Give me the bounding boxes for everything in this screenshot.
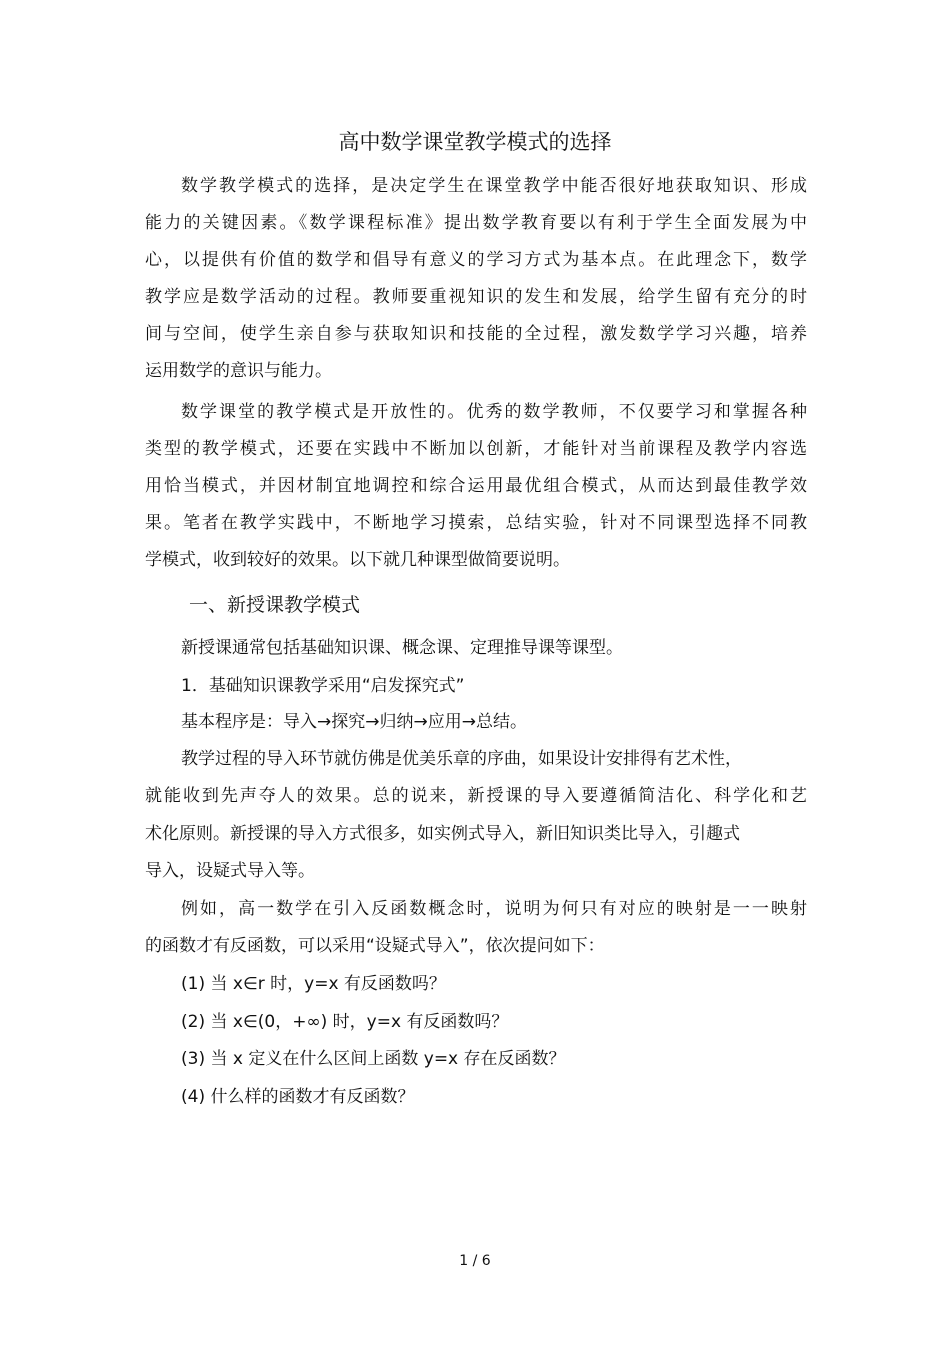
paragraph-line: 教学过程的导入环节就仿佛是优美乐章的序曲，如果设计安排得有艺术性， — [181, 749, 742, 769]
paragraph-line: 数学课堂的教学模式是开放性的。优秀的数学教师，不仅要学习和掌握各种 — [181, 402, 807, 422]
paragraph-line: 间与空间，使学生亲自参与获取知识和技能的全过程，激发数学学习兴趣，培养 — [145, 324, 807, 344]
paragraph-line: 用恰当模式，并因材制宜地调控和综合运用最优组合模式，从而达到最佳教学效 — [145, 476, 807, 496]
paragraph-line: 基本程序是：导入→探究→归纳→应用→总结。 — [181, 712, 527, 732]
paragraph-line: 类型的教学模式，还要在实践中不断加以创新，才能针对当前课程及教学内容选 — [145, 439, 807, 459]
paragraph-line: 能力的关键因素。《数学课程标准》提出数学教育要以有利于学生全面发展为中 — [145, 213, 807, 233]
paragraph-line: 例如，高一数学在引入反函数概念时，说明为何只有对应的映射是一一映射 — [181, 899, 807, 919]
paragraph-line: 术化原则。新授课的导入方式很多，如实例式导入，新旧知识类比导入，引趣式 — [145, 824, 740, 844]
subheading-line: 1．基础知识课教学采用“启发探究式” — [181, 676, 465, 696]
paragraph-line: 心，以提供有价值的数学和倡导有意义的学习方式为基本点。在此理念下，数学 — [145, 250, 807, 270]
paragraph-line: 果。笔者在教学实践中，不断地学习摸索，总结实验，针对不同课型选择不同教 — [145, 513, 807, 533]
document-title: 高中数学课堂教学模式的选择 — [338, 130, 612, 154]
question-line: (4) 什么样的函数才有反函数？ — [181, 1087, 415, 1107]
page-number: 1 / 6 — [459, 1253, 491, 1269]
paragraph-line: 数学教学模式的选择，是决定学生在课堂教学中能否很好地获取知识、形成 — [181, 176, 807, 196]
paragraph-line: 学模式，收到较好的效果。以下就几种课型做简要说明。 — [145, 550, 570, 570]
paragraph-line: 教学应是数学活动的过程。教师要重视知识的发生和发展，给学生留有充分的时 — [145, 287, 807, 307]
question-line: (1) 当 x∈r 时，y=x 有反函数吗？ — [181, 974, 446, 994]
paragraph-line: 新授课通常包括基础知识课、概念课、定理推导课等课型。 — [181, 638, 623, 658]
question-line: (2) 当 x∈(0，+∞) 时，y=x 有反函数吗？ — [181, 1012, 509, 1032]
paragraph-line: 就能收到先声夺人的效果。总的说来，新授课的导入要遵循简洁化、科学化和艺 — [145, 786, 807, 806]
section-heading: 一、新授课教学模式 — [189, 594, 361, 616]
paragraph-line: 导入，设疑式导入等。 — [145, 861, 315, 881]
paragraph-line: 的函数才有反函数，可以采用“设疑式导入”，依次提问如下： — [145, 936, 605, 956]
paragraph-line: 运用数学的意识与能力。 — [145, 361, 332, 381]
question-line: (3) 当 x 定义在什么区间上函数 y=x 存在反函数？ — [181, 1049, 566, 1069]
